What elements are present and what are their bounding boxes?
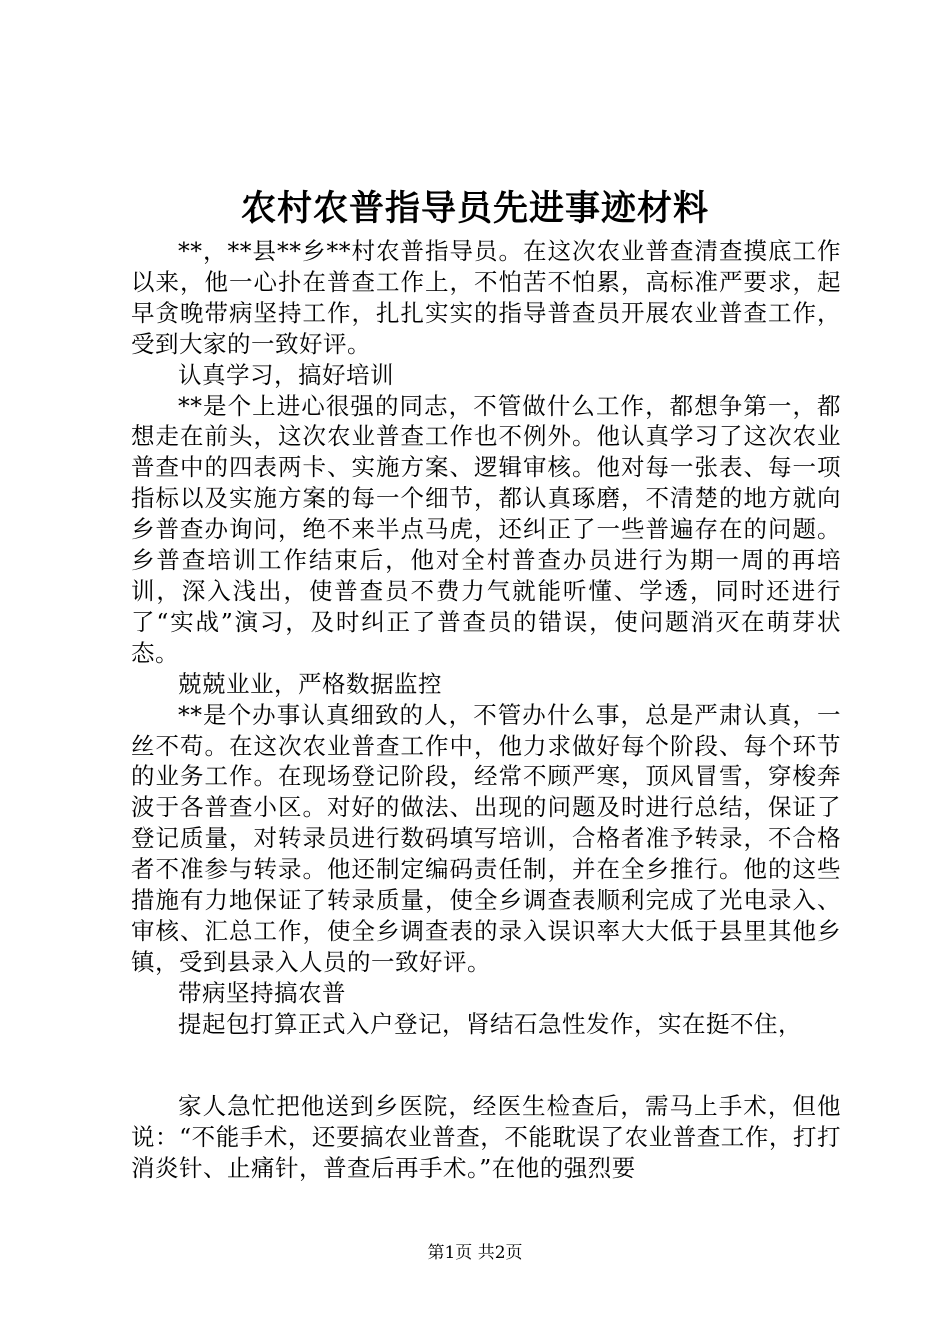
paragraph-study: **是个上进心很强的同志，不管做什么工作，都想争第一，都想走在前头，这次农业普查工作也不例外。他认真学习了这次农业普查中的四表两卡、实施方案、逻辑审核。他对每一张表、每一项指标以及实施方案的每一个细节，都认真琢磨，不清楚的地方就向乡普查办询问，绝不来半点马虎，还纠正了一些普遍存在的问题。乡普查培训工作结束后，他对全村普查办员进行为期一周的再培训，深入浅出，使普查员不费力气就能听懂、学透，同时还进行了“实战”演习，及时纠正了普查员的错误，使问题消灭在萌芽状态。	[131, 391, 841, 667]
paragraph-illness-continued: 家人急忙把他送到乡医院，经医生检查后，需马上手术，但他说：“不能手术，还要搞农业普查，不能耽误了农业普查工作，打打消炎针、止痛针，普查后再手术。”在他的强烈要	[131, 1092, 841, 1182]
section-heading-illness: 带病坚持搞农普	[178, 978, 346, 1007]
paragraph-illness-start: 提起包打算正式入户登记，肾结石急性发作，实在挺不住，	[178, 1009, 802, 1038]
paragraph-data-monitoring: **是个办事认真细致的人，不管办什么事，总是严肃认真，一丝不苟。在这次农业普查工作中，他力求做好每个阶段、每个环节的业务工作。在现场登记阶段，经常不顾严寒，顶风冒雪，穿梭奔波于各普查小区。对好的做法、出现的问题及时进行总结，保证了登记质量，对转录员进行数码填写培训，合格者准予转录，不合格者不准参与转录。他还制定编码责任制，并在全乡推行。他的这些措施有力地保证了转录质量，使全乡调查表顺利完成了光电录入、审核、汇总工作，使全乡调查表的录入误识率大大低于县里其他乡镇，受到县录入人员的一致好评。	[131, 700, 841, 976]
section-heading-data-monitoring: 兢兢业业，严格数据监控	[178, 669, 442, 698]
section-heading-study: 认真学习，搞好培训	[178, 360, 394, 389]
page-footer: 第1页 共2页	[427, 1243, 523, 1263]
document-title: 农村农普指导员先进事迹材料	[240, 188, 709, 229]
paragraph-intro: **，**县**乡**村农普指导员。在这次农业普查清查摸底工作以来，他一心扑在普查工作上，不怕苦不怕累，高标准严要求，起早贪晚带病坚持工作，扎扎实实的指导普查员开展农业普查工作，受到大家的一致好评。	[131, 237, 841, 358]
document-body-upper	[131, 236, 841, 1040]
document-body-lower	[131, 1091, 841, 1184]
